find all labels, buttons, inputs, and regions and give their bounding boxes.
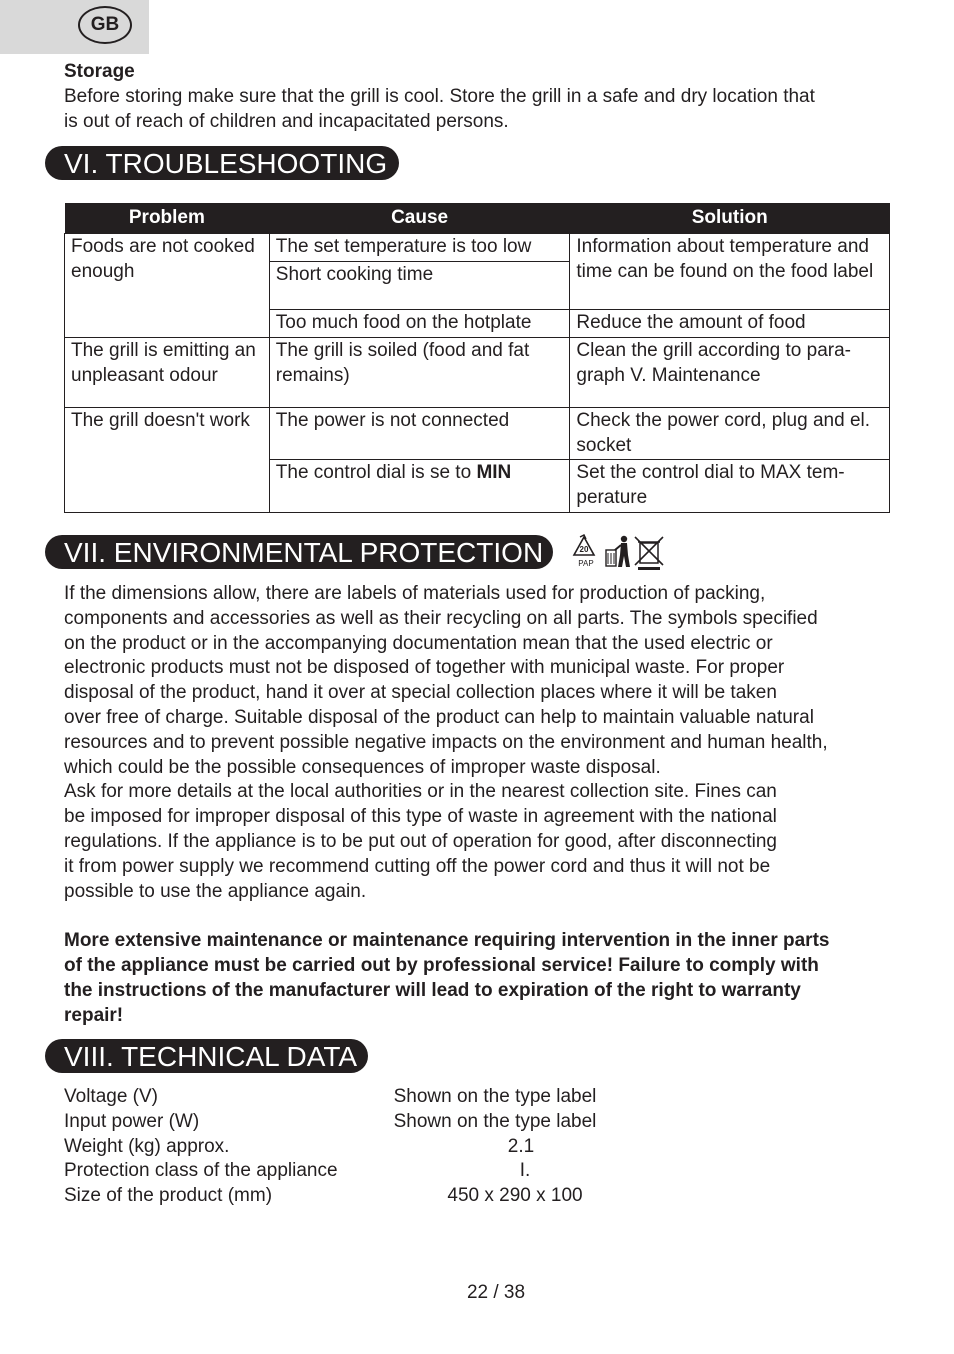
cause-cell: Short cooking time xyxy=(269,262,570,310)
tech-value: I. xyxy=(519,1160,531,1182)
solution-cell: Information about temperature and time can be found on the food label xyxy=(570,234,890,310)
environmental-line-10: be imposed for improper disposal of this type of waste in agreement with the national xyxy=(64,806,777,828)
environmental-line-5: disposal of the product, hand it over at special collection places where it will be taken xyxy=(64,682,777,704)
storage-title: Storage xyxy=(64,61,135,82)
solution-cell: Check the power cord, plug and el. socket xyxy=(570,408,890,460)
list-item xyxy=(64,1159,664,1184)
cause-text-bold: MIN xyxy=(476,462,512,483)
tech-label: Input power (W) xyxy=(64,1110,200,1132)
storage-section xyxy=(64,60,890,134)
cause-cell: The set temperature is too low xyxy=(269,234,570,262)
cause-cell: The power is not connected xyxy=(269,408,570,460)
environmental-text xyxy=(64,582,890,1028)
recycle-number: 20 xyxy=(579,545,589,554)
environmental-line-1: If the dimensions allow, there are labels of materials used for production of packing, xyxy=(64,583,766,604)
recycle-code: PAP xyxy=(578,559,594,568)
troubleshooting-heading: VI. TROUBLESHOOTING xyxy=(45,146,399,180)
tech-value: 2.1 xyxy=(507,1135,535,1157)
language-badge: GB xyxy=(78,6,132,44)
storage-text-line-2: is out of reach of children and incapacitated persons. xyxy=(64,110,509,132)
list-item xyxy=(64,1184,664,1209)
list-item xyxy=(64,1135,664,1160)
list-item xyxy=(64,1085,664,1110)
troubleshooting-table xyxy=(64,203,890,513)
environmental-line-3: on the product or in the accompanying documentation mean that the used electric or xyxy=(64,632,773,654)
technical-heading: VIII. TECHNICAL DATA xyxy=(45,1039,368,1073)
problem-cell: The grill is emitting an unpleasant odour xyxy=(65,338,270,408)
storage-text-line-1: Before storing make sure that the grill is cool. Store the grill in a safe and dry location that xyxy=(64,85,815,107)
environmental-line-4: electronic products must not be disposed of together with municipal waste. For proper xyxy=(64,657,785,679)
tech-label: Weight (kg) approx. xyxy=(64,1135,230,1157)
solution-cell: Clean the grill according to para-graph V. Maintenance xyxy=(570,338,890,408)
crossed-out-bin-icon xyxy=(635,537,663,570)
solution-cell: Set the control dial to MAX tem-perature xyxy=(570,460,890,513)
table-row xyxy=(65,408,890,460)
technical-data-list xyxy=(64,1085,664,1209)
tech-label: Size of the product (mm) xyxy=(64,1185,273,1207)
warning-line-2: of the appliance must be carried out by professional service! Failure to comply with xyxy=(64,954,819,976)
column-header-solution: Solution xyxy=(570,203,890,234)
problem-cell: Foods are not cooked enough xyxy=(65,234,270,338)
cause-text: The control dial is se to xyxy=(275,462,477,483)
warning-line-1: More extensive maintenance or maintenance requiring intervention in the inner parts xyxy=(64,930,830,952)
eco-icons-group xyxy=(570,533,666,571)
environmental-line-8: which could be the possible consequences of improper waste disposal. xyxy=(64,756,661,778)
environmental-line-2: components and accessories as well as their recycling on all parts. The symbols specified xyxy=(64,607,818,629)
solution-cell: Reduce the amount of food xyxy=(570,310,890,338)
environmental-line-6: over free of charge. Suitable disposal of the product can help to maintain valuable natural xyxy=(64,706,814,728)
page-number: 22 / 38 xyxy=(466,1282,526,1303)
environmental-line-13: possible to use the appliance again. xyxy=(64,880,367,902)
environmental-heading: VII. ENVIRONMENTAL PROTECTION xyxy=(45,535,553,569)
environmental-line-9: Ask for more details at the local authorities or in the nearest collection site. Fines can xyxy=(64,781,777,803)
tech-value: Shown on the type label xyxy=(393,1086,597,1107)
tech-value: Shown on the type label xyxy=(393,1110,597,1132)
tech-value: 450 x 290 x 100 xyxy=(447,1185,583,1207)
tidyman-icon xyxy=(606,536,630,567)
tech-label: Protection class of the appliance xyxy=(64,1160,338,1182)
table-row xyxy=(65,234,890,262)
spacer xyxy=(64,904,890,929)
environmental-line-7: resources and to prevent possible negative impacts on the environment and human health, xyxy=(64,731,828,753)
warning-line-3: the instructions of the manufacturer will lead to expiration of the right to warranty xyxy=(64,979,801,1001)
table-header-row xyxy=(65,203,890,234)
recycling-pap-icon xyxy=(574,535,594,568)
cause-cell xyxy=(269,460,570,513)
cause-cell: Too much food on the hotplate xyxy=(269,310,570,338)
language-tab xyxy=(0,0,149,54)
tech-label: Voltage (V) xyxy=(64,1086,158,1107)
environmental-line-11: regulations. If the appliance is to be put out of operation for good, after disconnecting xyxy=(64,830,777,852)
warning-line-4: repair! xyxy=(64,1004,124,1026)
list-item xyxy=(64,1110,664,1135)
environmental-line-12: it from power supply we recommend cutting off the power cord and thus it will not be xyxy=(64,855,771,877)
column-header-problem: Problem xyxy=(65,203,270,234)
column-header-cause: Cause xyxy=(269,203,570,234)
cause-cell: The grill is soiled (food and fat remains) xyxy=(269,338,570,408)
table-row xyxy=(65,338,890,408)
problem-cell: The grill doesn't work xyxy=(65,408,270,513)
